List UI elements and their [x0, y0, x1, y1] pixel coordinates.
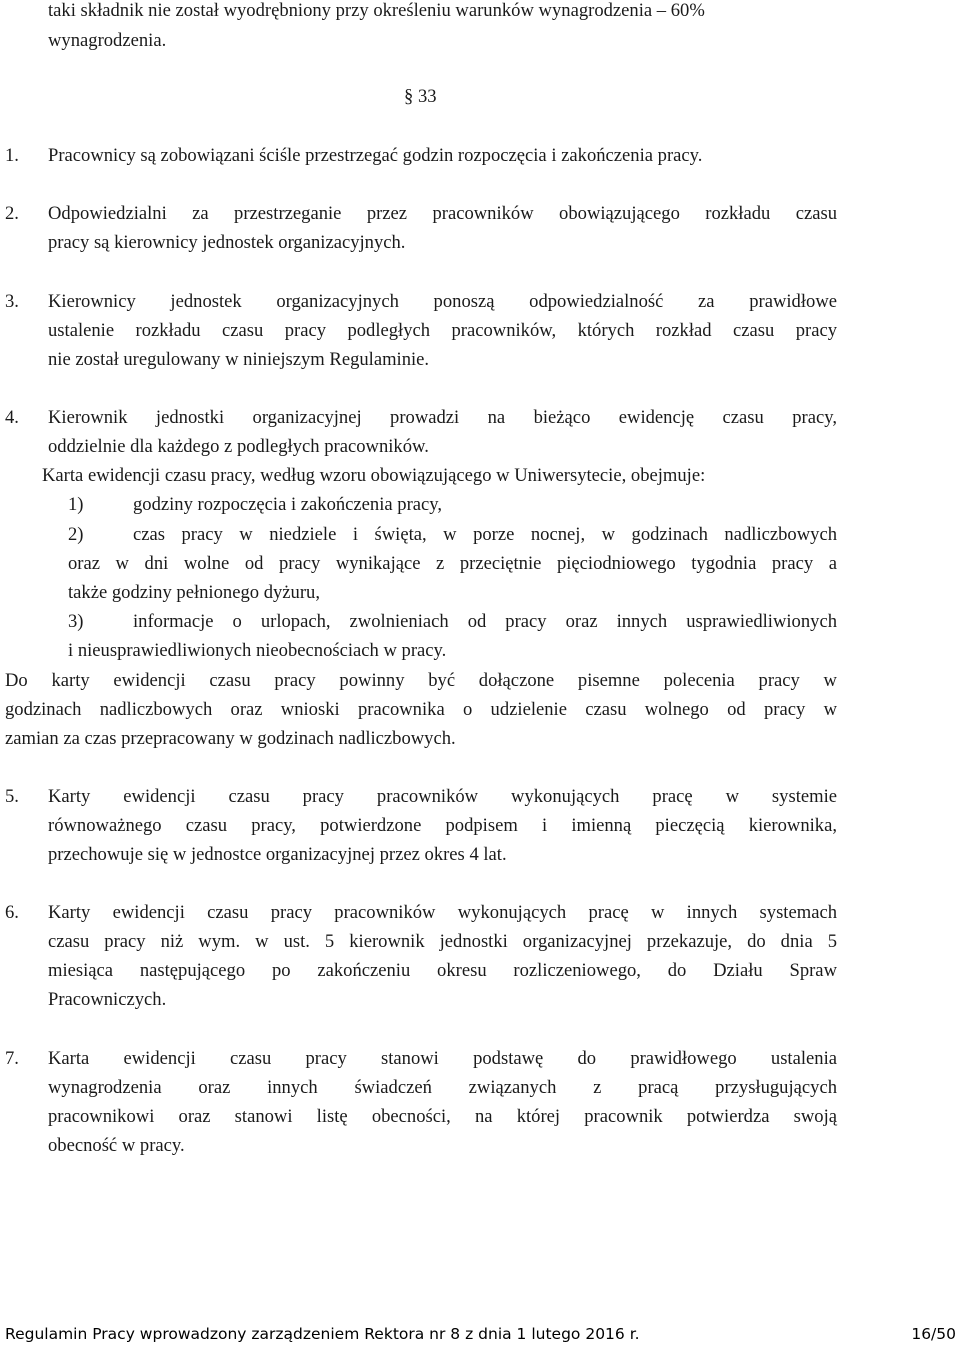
item-text: Karty ewidencji czasu pracy pracowników wykonujących pracę w systemie: [48, 786, 837, 807]
item-text: Pracownicy są zobowiązani ściśle przestrzegać godzin rozpoczęcia i zakończenia pracy.: [48, 145, 703, 166]
paragraph-do-karty: Do karty ewidencji czasu pracy powinny być dołączone pisemne polecenia pracy w: [5, 670, 837, 691]
section-heading: § 33: [404, 86, 437, 107]
item-number: 5.: [5, 786, 19, 807]
item-text: nie został uregulowany w niniejszym Regulaminie.: [48, 349, 430, 370]
continuation-line: taki składnik nie został wyodrębniony przy określeniu warunków wynagrodzenia – 60%: [48, 0, 705, 21]
item-text: Pracowniczych.: [48, 989, 167, 1010]
item-text: obecność w pracy.: [48, 1135, 185, 1156]
item-text: czasu pracy niż wym. w ust. 5 kierownik jednostki organizacyjnej przekazuje, do dnia 5: [48, 931, 837, 952]
item-text: pracy są kierownicy jednostek organizacyjnych.: [48, 232, 406, 253]
subitem-number: 1): [68, 494, 84, 515]
subitem-text: informacje o urlopach, zwolnieniach od pracy oraz innych usprawiedliwionych: [133, 611, 837, 632]
item-text: oddzielnie dla każdego z podległych pracowników.: [48, 436, 429, 457]
item-text: Karta ewidencji czasu pracy stanowi podstawę do prawidłowego ustalenia: [48, 1048, 837, 1069]
item-number: 4.: [5, 407, 19, 428]
item-text: Karty ewidencji czasu pracy pracowników wykonujących pracę w innych systemach: [48, 902, 837, 923]
item-number: 7.: [5, 1048, 19, 1069]
item-text: Kierownik jednostki organizacyjnej prowadzi na bieżąco ewidencję czasu pracy,: [48, 407, 837, 428]
item-text: Kierownicy jednostek organizacyjnych ponoszą odpowiedzialność za prawidłowe: [48, 291, 837, 312]
item-text: ustalenie rozkładu czasu pracy podległych pracowników, których rozkład czasu pracy: [48, 320, 837, 341]
footer-text: Regulamin Pracy wprowadzony zarządzeniem Rektora nr 8 z dnia 1 lutego 2016 r.: [5, 1325, 640, 1343]
item-text: pracownikowi oraz stanowi listę obecności, na której pracownik potwierdza swoją: [48, 1106, 837, 1127]
item-text: miesiąca następującego po zakończeniu okresu rozliczeniowego, do Działu Spraw: [48, 960, 837, 981]
item-text: Odpowiedzialni za przestrzeganie przez pracowników obowiązującego rozkładu czasu: [48, 203, 837, 224]
subitem-text: godziny rozpoczęcia i zakończenia pracy,: [133, 494, 443, 515]
item-text: przechowuje się w jednostce organizacyjnej przez okres 4 lat.: [48, 844, 507, 865]
subitem-number: 3): [68, 611, 84, 632]
subitem-number: 2): [68, 524, 84, 545]
subitem-text: także godziny pełnionego dyżuru,: [68, 582, 320, 603]
paragraph-do-karty: godzinach nadliczbowych oraz wnioski pracownika o udzielenie czasu wolnego od pracy w: [5, 699, 837, 720]
item-number: 3.: [5, 291, 19, 312]
paragraph-do-karty: zamian za czas przepracowany w godzinach nadliczbowych.: [5, 728, 456, 749]
item-number: 2.: [5, 203, 19, 224]
item-number: 6.: [5, 902, 19, 923]
page-number: 16/50: [911, 1325, 956, 1343]
item-text: równoważnego czasu pracy, potwierdzone podpisem i imienną pieczęcią kierownika,: [48, 815, 837, 836]
item-number: 1.: [5, 145, 19, 166]
paragraph-karta: Karta ewidencji czasu pracy, według wzoru obowiązującego w Uniwersytecie, obejmuje:: [42, 465, 706, 486]
subitem-text: i nieusprawiedliwionych nieobecnościach w pracy.: [68, 640, 447, 661]
item-text: wynagrodzenia oraz innych świadczeń związanych z pracą przysługujących: [48, 1077, 837, 1098]
subitem-text: oraz w dni wolne od pracy wynikające z przeciętnie pięciodniowego tygodnia pracy a: [68, 553, 837, 574]
subitem-text: czas pracy w niedziele i święta, w porze nocnej, w godzinach nadliczbowych: [133, 524, 837, 545]
continuation-line: wynagrodzenia.: [48, 30, 167, 51]
